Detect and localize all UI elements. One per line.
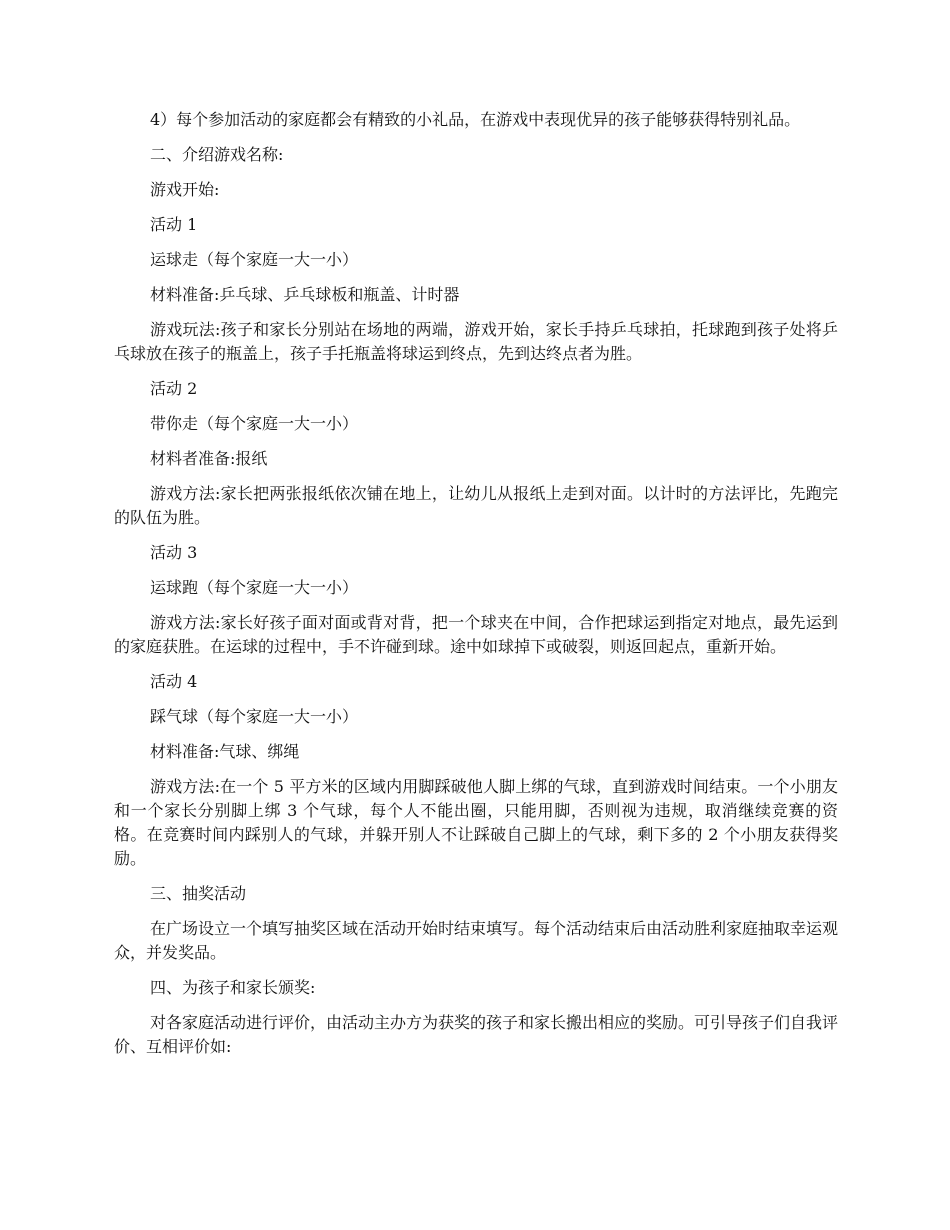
- paragraph: 对各家庭活动进行评价，由活动主办方为获奖的孩子和家长搬出相应的奖励。可引导孩子们自我评价、互相评价如:: [114, 1013, 839, 1056]
- activity-heading: 活动 3: [150, 543, 198, 562]
- paragraph: 在广场设立一个填写抽奖区域在活动开始时结束填写。每个活动结束后由活动胜利家庭抽取幸运观众，并发奖品。: [114, 919, 839, 962]
- activity-heading: 活动 4: [150, 672, 198, 691]
- paragraph: 游戏方法:家长好孩子面对面或背对背，把一个球夹在中间，合作把球运到指定对地点，最先运到的家庭获胜。在运球的过程中，手不许碰到球。途中如球掉下或破裂，则返回起点，重新开始。: [114, 613, 838, 656]
- activity-title: 踩气球（每个家庭一大一小）: [150, 707, 359, 726]
- section-heading: 三、抽奖活动: [150, 884, 247, 903]
- activity-title: 带你走（每个家庭一大一小）: [150, 414, 359, 433]
- activity-title: 运球走（每个家庭一大一小）: [150, 250, 359, 269]
- document-body: [114, 108, 838, 1070]
- paragraph: 游戏开始:: [150, 180, 220, 199]
- paragraph: 材料准备:气球、绑绳: [150, 742, 300, 761]
- paragraph: 材料准备:乒乓球、乒乓球板和瓶盖、计时器: [150, 285, 460, 304]
- paragraph: 4）每个参加活动的家庭都会有精致的小礼品，在游戏中表现优异的孩子能够获得特别礼品。: [150, 110, 801, 129]
- paragraph: 游戏方法:家长把两张报纸依次铺在地上，让幼儿从报纸上走到对面。以计时的方法评比，先跑完的队伍为胜。: [114, 484, 838, 527]
- section-heading: 二、介绍游戏名称:: [150, 145, 284, 164]
- activity-heading: 活动 1: [150, 215, 198, 234]
- paragraph: 游戏玩法:孩子和家长分别站在场地的两端，游戏开始，家长手持乒乓球拍，托球跑到孩子处将乒乓球放在孩子的瓶盖上，孩子手托瓶盖将球运到终点，先到达终点者为胜。: [114, 320, 838, 363]
- paragraph: 游戏方法:在一个 5 平方米的区域内用脚踩破他人脚上绑的气球，直到游戏时间结束。一个小朋友和一个家长分别脚上绑 3 个气球，每个人不能出圈，只能用脚，否则视为违规，取消继续竞赛的资格。在竞赛时间内踩别人的气球，并躲开别人不让踩破自己脚上的气球，剩下多的 2 个小朋友获得奖励。: [114, 777, 838, 868]
- activity-title: 运球跑（每个家庭一大一小）: [150, 578, 359, 597]
- activity-heading: 活动 2: [150, 379, 198, 398]
- section-heading: 四、为孩子和家长颁奖:: [150, 978, 316, 997]
- paragraph: 材料者准备:报纸: [150, 449, 268, 468]
